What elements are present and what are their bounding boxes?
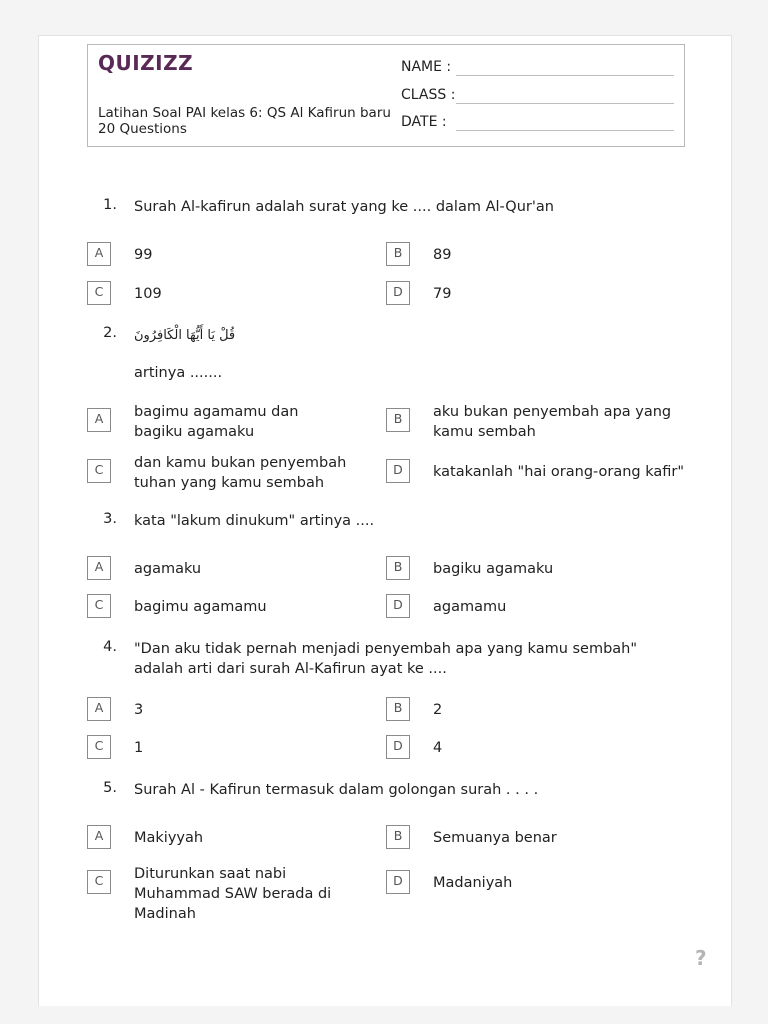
option-letter-box: C [87,281,111,305]
option-text: agamamu [433,599,507,615]
class-line [456,103,674,104]
option-letter-box: D [386,735,410,759]
option-text: agamaku [134,561,202,577]
name-field [401,59,457,75]
option-text: 2 [433,702,443,718]
option-letter-box: B [386,408,410,432]
help-icon[interactable]: ? [695,946,707,970]
date-line [456,130,674,131]
option-letter-box: A [87,242,111,266]
question-number: 1. [103,197,117,213]
date-label: DATE : [401,114,447,130]
class-field [401,87,457,103]
question-count: 20 Questions [98,121,187,137]
option-text: 3 [134,702,144,718]
question-text: artinya ....... [134,365,223,381]
quiz-title: Latihan Soal PAI kelas 6: QS Al Kafirun baru [98,105,391,121]
option-text: 109 [134,286,162,302]
worksheet-header [87,44,685,147]
option-text: Madaniyah [433,875,513,891]
quiz-title-block [98,105,398,137]
option-text: 79 [433,286,452,302]
option-text: katakanlah "hai orang-orang kafir" [433,464,685,480]
option-text: dan kamu bukan penyembah tuhan yang kamu sembah [134,455,347,491]
option-letter-box: C [87,459,111,483]
option-letter-box: C [87,735,111,759]
question-number: 5. [103,780,117,796]
option-text: Semuanya benar [433,830,557,846]
question-arabic-verse: قُلْ يَا أَيُّهَا الْكَافِرُونَ [134,328,236,343]
option-letter-box: A [87,408,111,432]
option-text: aku bukan penyembah apa yang kamu sembah [433,404,672,440]
option-letter-box: B [386,242,410,266]
name-label: NAME : [401,59,452,75]
date-field [401,114,457,130]
option-letter-box: D [386,459,410,483]
option-text: Makiyyah [134,830,204,846]
option-text: bagimu agamamu dan bagiku agamaku [134,404,299,440]
quizizz-logo: QUIZIZZ [98,51,194,75]
worksheet-page [38,35,732,1006]
option-text: 99 [134,247,153,263]
option-letter-box: D [386,870,410,894]
option-text: bagiku agamaku [433,561,554,577]
question-number: 3. [103,511,117,527]
option-letter-box: B [386,697,410,721]
option-text: 89 [433,247,452,263]
question-text: "Dan aku tidak pernah menjadi penyembah apa yang kamu sembah" adalah arti dari surah Al-Kafirun ayat ke .... [134,641,638,677]
question-number: 4. [103,639,117,655]
question-arabic-wrap [134,325,674,346]
option-letter-box: C [87,870,111,894]
option-letter-box: D [386,594,410,618]
option-letter-box: A [87,556,111,580]
option-letter-box: A [87,825,111,849]
option-letter-box: A [87,697,111,721]
option-letter-box: C [87,594,111,618]
option-letter-box: B [386,556,410,580]
class-label: CLASS : [401,87,456,103]
option-letter-box: B [386,825,410,849]
question-text: Surah Al - Kafirun termasuk dalam golongan surah . . . . [134,782,539,798]
question-number: 2. [103,325,117,341]
question-text: kata "lakum dinukum" artinya .... [134,513,375,529]
name-line [456,75,674,76]
option-text: 4 [433,740,443,756]
option-text: 1 [134,740,144,756]
option-text: bagimu agamamu [134,599,267,615]
option-text: Diturunkan saat nabi Muhammad SAW berada di Madinah [134,866,332,922]
question-text: Surah Al-kafirun adalah surat yang ke .... dalam Al-Qur'an [134,199,554,215]
option-letter-box: D [386,281,410,305]
